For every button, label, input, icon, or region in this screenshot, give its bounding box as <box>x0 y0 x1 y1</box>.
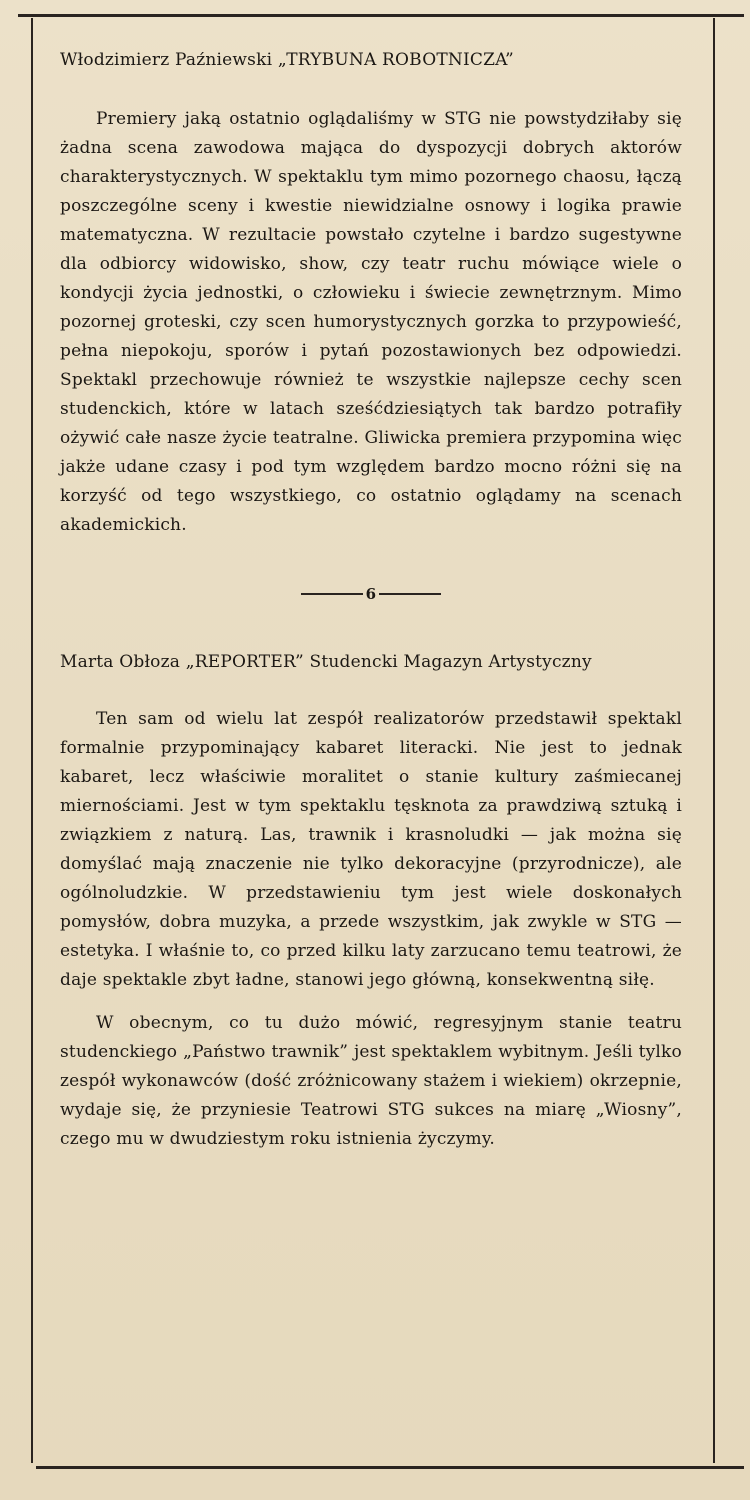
review-2-byline: Marta Obłoza „REPORTER” Studencki Magazyn Artystyczny <box>60 652 592 672</box>
separator-line-right <box>379 593 441 595</box>
review-1-byline: Włodzimierz Paźniewski „TRYBUNA ROBOTNICZA” <box>60 50 514 70</box>
page-number: 6 <box>365 584 377 603</box>
top-rule <box>18 14 744 17</box>
article-column <box>60 40 682 1154</box>
review-2-paragraph-2: W obecnym, co tu dużo mówić, regresyjnym stanie teatru studenckiego „Państwo trawnik” jest spektaklem wybitnym. Jeśli tylko zespół wykonawców (dość zróżnicowany stażem i wiekiem) okrzepnie, wydaje się, że przyniesie Teatrowi STG sukces na miarę „Wiosny”, czego mu w dwudziestym roku istnienia życzymy. <box>60 1013 682 1149</box>
page-number-separator <box>60 581 682 607</box>
review-1-body: Premiery jaką ostatnio oglądaliśmy w STG nie powstydziłaby się żadna scena zawodowa mająca do dyspozycji dobrych aktorów charakterystycznych. W spektaklu tym mimo pozornego chaosu, łączą poszczególne sceny i kwestie niewidzialne osnowy i logika prawie matematyczna. W rezultacie powstało czytelne i bardzo sugestywne dla odbiorcy widowisko, show, czy teatr ruchu mówiące wiele o kondycji życia jednostki, o człowieku i świecie zewnętrznym. Mimo pozornej groteski, czy scen humorystycznych gorzka to przypowieść, pełna niepokoju, sporów i pytań pozostawionych bez odpowiedzi. Spektakl przechowuje również te wszystkie najlepsze cechy scen studenckich, które w latach sześćdziesiątych tak bardzo potrafiły ożywić całe nasze życie teatralne. Gliwicka premiera przypomina więc jakże udane czasy i pod tym względem bardzo mocno różni się na korzyść od tego wszystkiego, co ostatnio oglądamy na scenach akademickich. <box>60 109 682 535</box>
review-2-paragraph-1: Ten sam od wielu lat zespół realizatorów przedstawił spektakl formalnie przypominający kabaret literacki. Nie jest to jednak kabaret, lecz właściwie moralitet o stanie kultury zaśmiecanej miernościami. Jest w tym spektaklu tęsknota za prawdziwą sztuką i związkiem z naturą. Las, trawnik i krasnoludki — jak można się domyślać mają znaczenie nie tylko dekoracyjne (przyrodnicze), ale ogólnoludzkie. W przedstawieniu tym jest wiele doskonałych pomysłów, dobra muzyka, a przede wszystkim, jak zwykle w STG — estetyka. I właśnie to, co przed kilku laty zarzucano temu teatrowi, że daje spektakle zbyt ładne, stanowi jego główną, konsekwentną siłę. <box>60 709 682 990</box>
bottom-rule <box>36 1466 744 1469</box>
left-frame-line <box>31 18 33 1463</box>
separator-line-left <box>301 593 363 595</box>
right-frame-line <box>713 18 715 1463</box>
